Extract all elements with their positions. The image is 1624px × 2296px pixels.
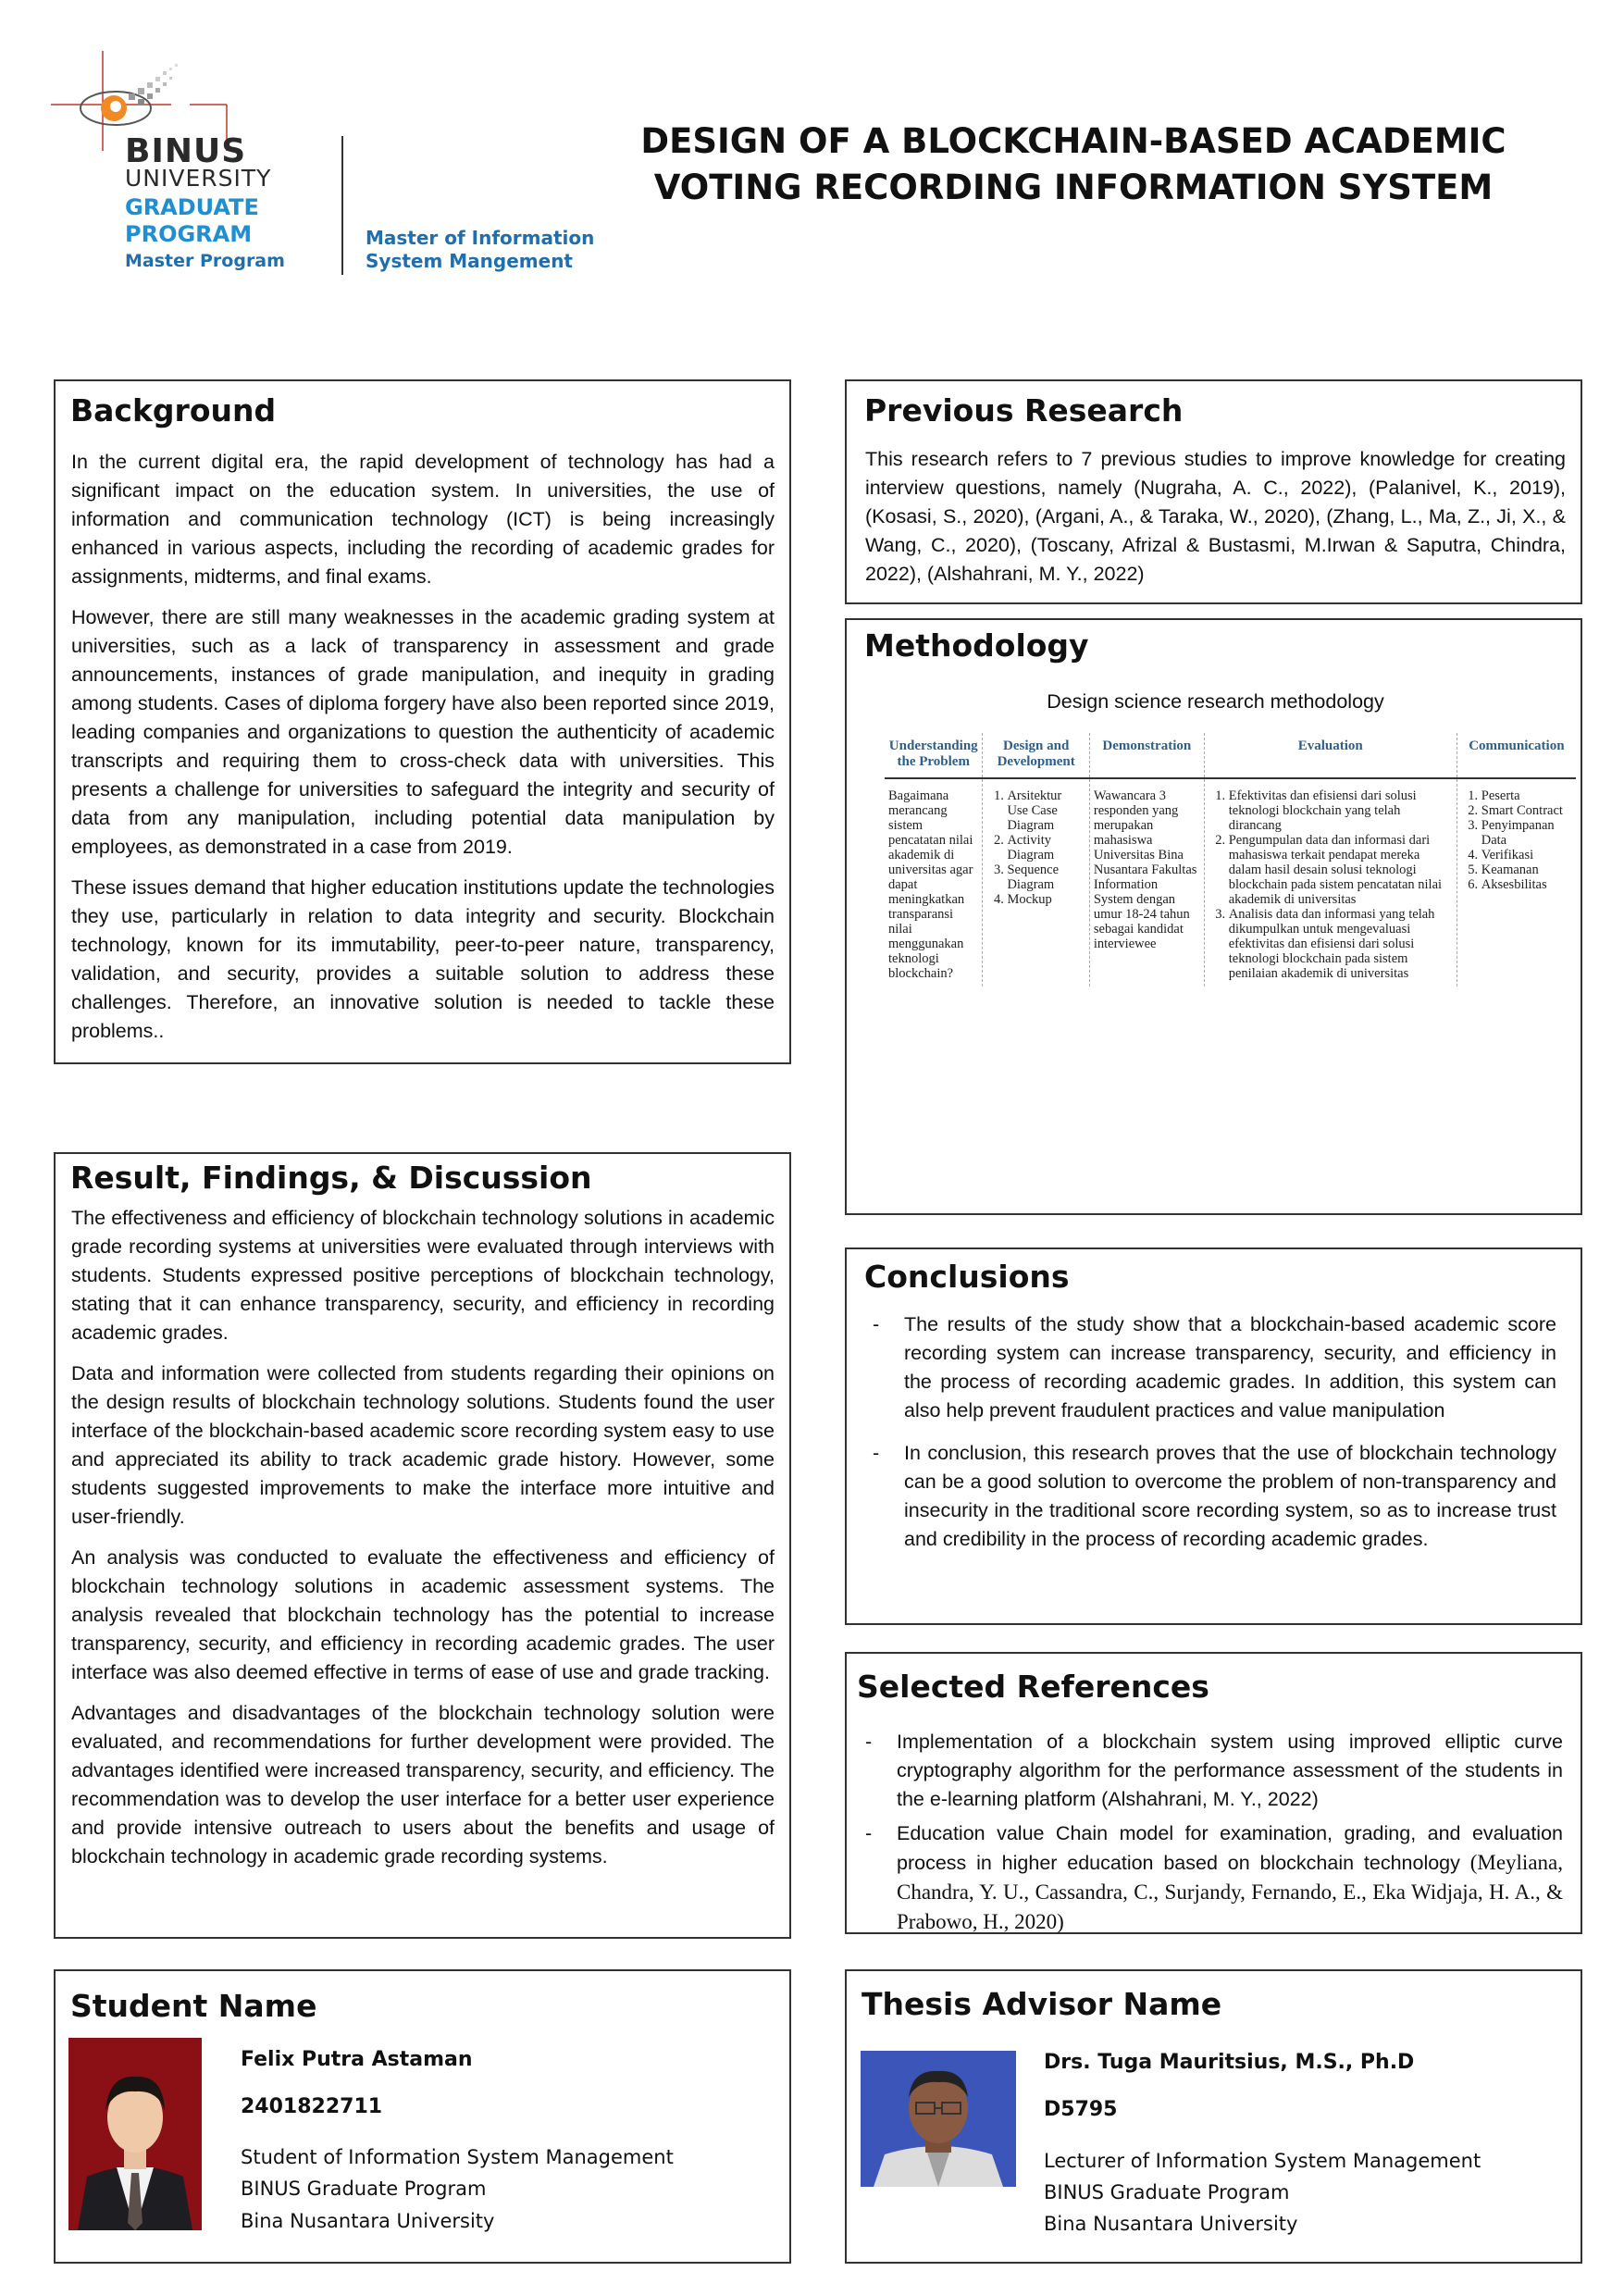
logo-program-text: PROGRAM bbox=[125, 221, 253, 247]
advisor-heading: Thesis Advisor Name bbox=[862, 1986, 1222, 2022]
results-paragraph: An analysis was conducted to evaluate the effectiveness and efficiency of blockchain technology solutions in academic assessment systems. The analysis revealed that blockchain technology has the potential to increase transparency, security, and efficiency in recording academic grades. The user interface was also deemed effective in terms of ease of use and grade tracking. bbox=[71, 1546, 775, 1683]
conclusion-item: - The results of the study show that a blockchain-based academic score recording system can increase transparency, security, and efficiency in the process of recording academic grades. In addition, this system can also help prevent fraudulent practices and value manipulation bbox=[865, 1310, 1556, 1425]
methodology-table bbox=[885, 733, 1576, 987]
results-section bbox=[54, 1152, 791, 1939]
logo-divider bbox=[341, 136, 343, 275]
results-paragraph: Data and information were collected from students regarding their opinions on the design results of blockchain technology solutions. Students found the user interface of the blockchain-based academic score recording system easy to use and appreciated its ability to track academic grade history. However, some students suggested improvements to make the interface more intuitive and user-friendly. bbox=[71, 1362, 775, 1528]
logo-graduate-text: GRADUATE bbox=[125, 194, 259, 220]
binus-logo bbox=[51, 51, 606, 282]
background-body bbox=[71, 448, 775, 1058]
previous-research-section bbox=[845, 379, 1582, 604]
table-header-evaluation: Evaluation bbox=[1204, 733, 1457, 778]
table-cell-evaluation: 1. Efektivitas dan efisiensi dari solusi teknologi blockchain yang telah dirancang 2. Pengumpulan data dan informasi dari mahasiswa terkait pendapat mereka dalam hasil desain solusi teknologi blockchain pada sistem pencatatan nilai akademik di universitas 3. Analisis data dan informasi yang telah dikumpulkan untuk mengevaluasi efektivitas dan efisiensi dari solusi teknologi blockchain pada sistem penilaian akademik di universitas bbox=[1204, 778, 1457, 987]
conclusions-section bbox=[845, 1247, 1582, 1625]
advisor-id: D5795 bbox=[1044, 2098, 1118, 2121]
background-heading: Background bbox=[70, 392, 277, 428]
results-heading: Result, Findings, & Discussion bbox=[70, 1160, 592, 1196]
references-heading: Selected References bbox=[857, 1669, 1209, 1705]
previous-research-body: This research refers to 7 previous studies to improve knowledge for creating interview questions, namely (Nugraha, A. C., 2022), (Palanivel, K., 2019), (Kosasi, S., 2020), (Argani, A., & Taraka, W., 2020), (Zhang, L., Ma, Z., Ji, X., & Wang, C., 2020), (Toscany, Afrizal & Bustasmi, M.Irwan & Saputra, Chindra, 2022), (Alshahrani, M. Y., 2022) bbox=[865, 448, 1566, 585]
advisor-role: Lecturer of Information System Management bbox=[1044, 2150, 1481, 2172]
poster-title: DESIGN OF A BLOCKCHAIN-BASED ACADEMIC VOTING RECORDING INFORMATION SYSTEM bbox=[640, 121, 1506, 207]
methodology-caption: Design science research methodology bbox=[1047, 690, 1384, 713]
conclusions-list bbox=[865, 1310, 1556, 1568]
table-header-demonstration: Demonstration bbox=[1089, 733, 1204, 778]
student-university: Bina Nusantara University bbox=[241, 2210, 495, 2232]
reference-item: - Implementation of a blockchain system using improved elliptic curve cryptography algorithm for the performance assessment of the students in the e-learning platform (Alshahrani, M. Y., 2022) bbox=[858, 1728, 1563, 1814]
table-header-understanding: Understanding the Problem bbox=[885, 733, 983, 778]
table-cell-understanding: Bagaimana merancang sistem pencatatan nilai akademik di universitas agar dapat meningkatkan transparansi nilai menggunakan teknologi blockchain? bbox=[885, 778, 983, 987]
logo-binus-text: BINUS bbox=[125, 132, 247, 170]
results-body bbox=[71, 1204, 775, 1883]
table-header-design: Design and Development bbox=[983, 733, 1089, 778]
methodology-heading: Methodology bbox=[864, 627, 1089, 664]
logo-university-text: UNIVERSITY bbox=[125, 165, 272, 192]
student-id: 2401822711 bbox=[241, 2095, 383, 2118]
conclusion-item: - In conclusion, this research proves that the use of blockchain technology can be a good solution to overcome the problem of non-transparency and insecurity in the traditional score recording system, so as to increase trust and credibility in the process of recording academic grades. bbox=[865, 1439, 1556, 1554]
student-section bbox=[54, 1969, 791, 2264]
student-name: Felix Putra Astaman bbox=[241, 2048, 473, 2071]
references-section bbox=[845, 1652, 1582, 1934]
student-heading: Student Name bbox=[70, 1988, 317, 2024]
table-cell-design: 1. Arsitektur Use Case Diagram 2. Activity Diagram 3. Sequence Diagram 4. Mockup bbox=[983, 778, 1089, 987]
student-photo bbox=[68, 2038, 202, 2230]
background-paragraph: In the current digital era, the rapid development of technology has had a significant impact on the education system. In universities, the use of information and communication technology (ICT) is being increasingly enhanced in various aspects, including the recording of academic grades for assignments, midterms, and final exams. bbox=[71, 451, 775, 588]
results-paragraph: The effectiveness and efficiency of blockchain technology solutions in academic grade recording systems at universities were evaluated through interviews with students. Students expressed positive perceptions of blockchain technology, stating that it can enhance transparency, security, and efficiency in recording academic grades. bbox=[71, 1207, 775, 1344]
background-paragraph: These issues demand that higher education institutions update the technologies they use, particularly in relation to data integrity and security. Blockchain technology, known for its immutability, peer-to-peer nature, transparency, validation, and security, provides a suitable solution to address these challenges. Therefore, an innovative solution is needed to tackle these problems.. bbox=[71, 876, 775, 1042]
student-role: Student of Information System Management bbox=[241, 2146, 674, 2168]
table-cell-demonstration: Wawancara 3 responden yang merupakan mahasiswa Universitas Bina Nusantara Fakultas Information System dengan umur 18-24 tahun sebagai kandidat interviewee bbox=[1089, 778, 1204, 987]
advisor-university: Bina Nusantara University bbox=[1044, 2213, 1298, 2235]
advisor-photo bbox=[861, 2051, 1016, 2187]
table-cell-communication: 1. Peserta 2. Smart Contract 3. Penyimpanan Data 4. Verifikasi 5. Keamanan 6. Aksesbilitas bbox=[1457, 778, 1576, 987]
conclusions-heading: Conclusions bbox=[864, 1259, 1070, 1295]
advisor-program: BINUS Graduate Program bbox=[1044, 2181, 1290, 2203]
logo-master-program-text: Master Program bbox=[125, 251, 285, 271]
advisor-name: Drs. Tuga Mauritsius, M.S., Ph.D bbox=[1044, 2051, 1415, 2074]
student-program: BINUS Graduate Program bbox=[241, 2178, 487, 2200]
references-list bbox=[858, 1728, 1563, 1951]
advisor-section bbox=[845, 1969, 1582, 2264]
table-header-communication: Communication bbox=[1457, 733, 1576, 778]
logo-mis-text: Master of Information System Mangement bbox=[366, 227, 595, 272]
reference-item: - Education value Chain model for examination, grading, and evaluation process in higher education based on blockchain technology (Meyliana, Chandra, Y. U., Cassandra, C., Surjandy, Fernando, E., Eka Widjaja, H. A., & Prabowo, H., 2020) bbox=[858, 1819, 1563, 1937]
results-paragraph: Advantages and disadvantages of the blockchain technology solution were evaluated, and recommendations for further development were provided. The advantages identified were increased transparency, security, and efficiency. The recommendation was to develop the user interface for a better user experience and provide intensive outreach to users about the benefits and usage of blockchain technology in academic grade recording systems. bbox=[71, 1702, 775, 1868]
background-paragraph: However, there are still many weaknesses in the academic grading system at universities, such as a lack of transparency in assessment and grade announcements, instances of grade manipulation, and inequity in grading among students. Cases of diploma forgery have also been reported since 2019, leading companies and organizations to question the authenticity of academic transcripts and requiring them to cross-check data with universities. This presents a challenge for universities to safeguard the integrity and security of data from any manipulation, including potential data manipulation by employees, as demonstrated in a case from 2019. bbox=[71, 606, 775, 858]
background-section bbox=[54, 379, 791, 1064]
previous-research-heading: Previous Research bbox=[864, 392, 1184, 428]
